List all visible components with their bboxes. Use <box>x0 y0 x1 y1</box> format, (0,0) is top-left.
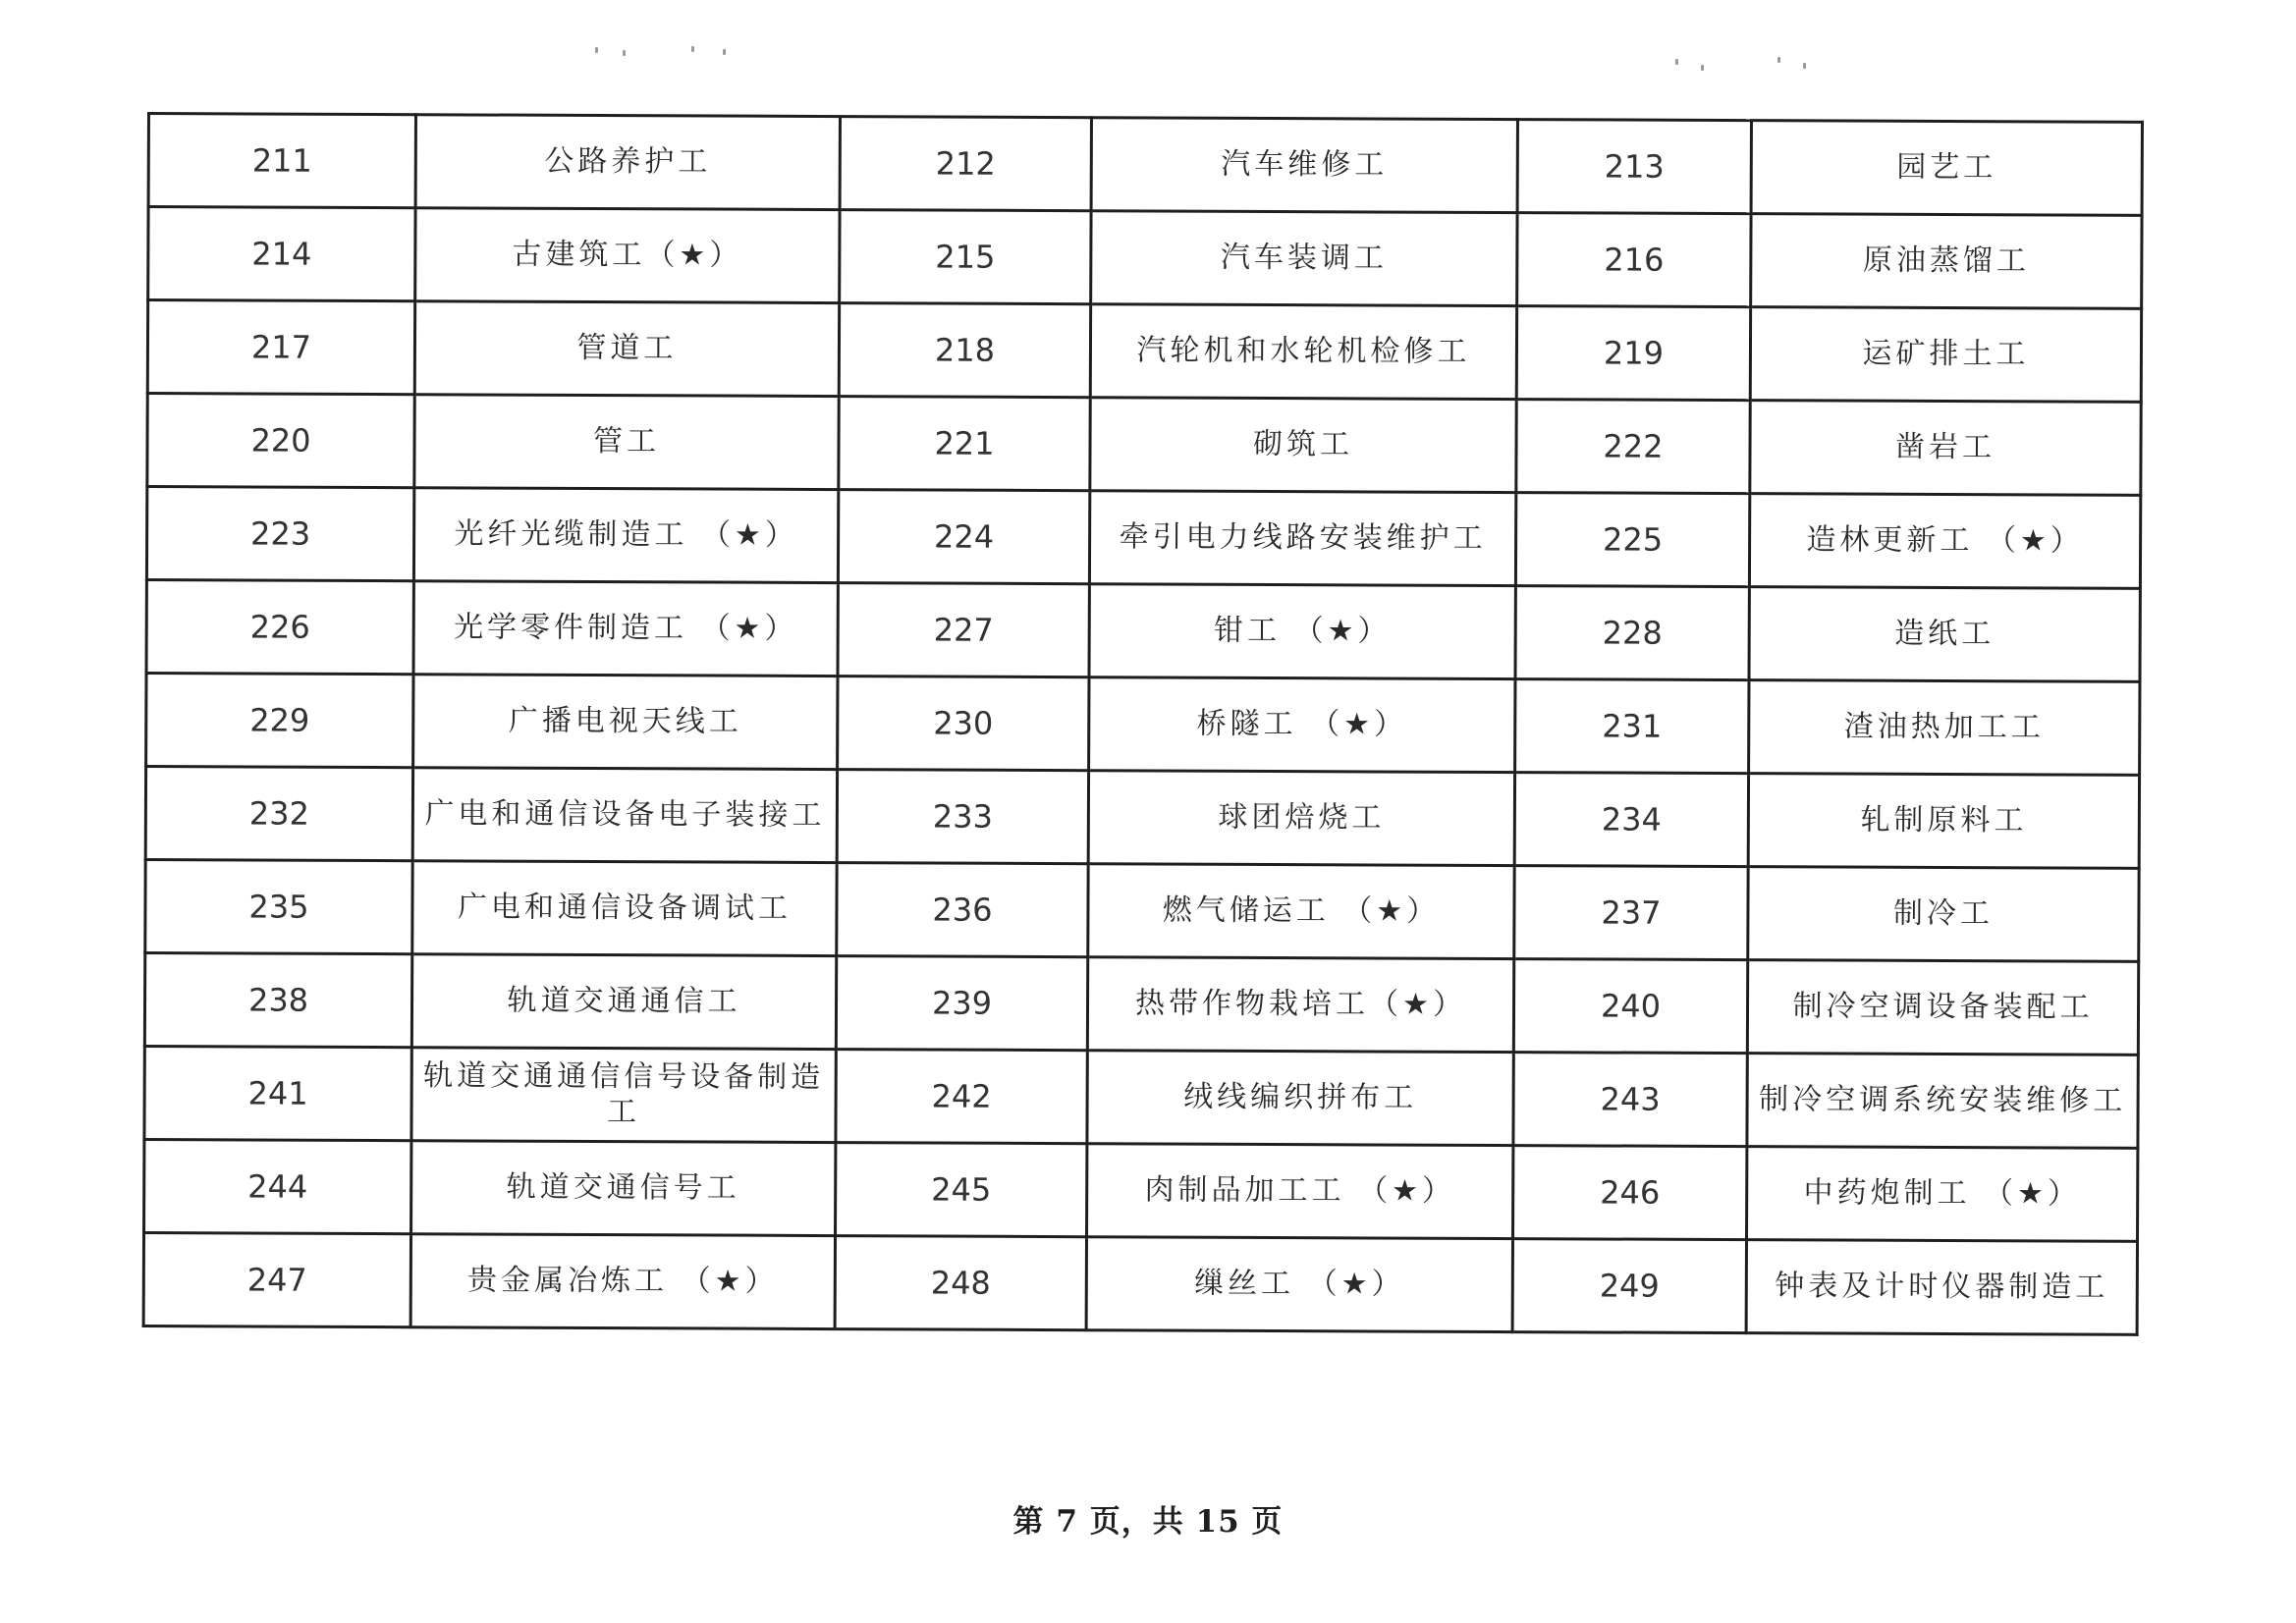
occupation-number-cell: 232 <box>145 767 412 861</box>
table-row <box>146 487 2140 589</box>
occupation-number-cell: 249 <box>1512 1239 1746 1333</box>
occupation-name-cell: 广播电视天线工 <box>413 675 838 770</box>
occupation-name-cell: 广电和通信设备电子装接工 <box>412 768 837 863</box>
table-row <box>147 300 2141 403</box>
table-row <box>143 1232 2137 1334</box>
occupation-number-cell: 228 <box>1515 586 1749 680</box>
occupation-name-cell: 牵引电力线路安装维护工 <box>1089 491 1515 586</box>
occupation-number-cell: 241 <box>144 1046 411 1140</box>
occupation-number-cell: 215 <box>840 210 1091 304</box>
occupation-number-cell: 212 <box>840 117 1091 211</box>
occupation-number-cell: 220 <box>147 394 414 488</box>
occupation-name-cell: 燃气储运工 （★） <box>1088 864 1514 959</box>
scan-speck <box>595 47 598 53</box>
occupation-name-cell: 光学零件制造工 （★） <box>413 581 838 676</box>
occupation-table-container <box>142 112 2141 1336</box>
occupation-table-body <box>143 114 2142 1335</box>
occupation-name-cell: 古建筑工（★） <box>415 208 840 303</box>
occupation-name-cell: 制冷工 <box>1748 867 2139 962</box>
occupation-table <box>142 112 2144 1336</box>
occupation-name-cell: 贵金属冶炼工 （★） <box>410 1234 835 1329</box>
table-row <box>146 674 2140 776</box>
scan-speck <box>1803 63 1806 69</box>
occupation-name-cell: 制冷空调系统安装维修工 <box>1747 1054 2138 1149</box>
occupation-name-cell: 公路养护工 <box>415 115 840 210</box>
occupation-number-cell: 238 <box>144 952 411 1047</box>
occupation-number-cell: 233 <box>837 770 1088 864</box>
table-row <box>145 767 2139 869</box>
table-row <box>148 207 2142 309</box>
occupation-number-cell: 239 <box>836 956 1087 1051</box>
occupation-name-cell: 钟表及计时仪器制造工 <box>1746 1240 2137 1335</box>
occupation-name-cell: 汽车维修工 <box>1091 118 1517 213</box>
occupation-number-cell: 242 <box>836 1050 1087 1144</box>
occupation-number-cell: 230 <box>838 676 1089 771</box>
table-row <box>145 859 2139 961</box>
occupation-name-cell: 热带作物栽培工（★） <box>1087 957 1513 1053</box>
occupation-number-cell: 219 <box>1516 306 1750 401</box>
occupation-name-cell: 运矿排土工 <box>1750 307 2141 403</box>
page-number: 第 7 页，共 15 页 <box>1012 1504 1284 1540</box>
occupation-number-cell: 227 <box>838 583 1089 677</box>
occupation-number-cell: 235 <box>145 859 412 953</box>
occupation-number-cell: 237 <box>1514 866 1748 960</box>
occupation-number-cell: 244 <box>144 1139 411 1233</box>
table-row <box>147 394 2141 496</box>
occupation-name-cell: 原油蒸馏工 <box>1751 214 2142 309</box>
occupation-name-cell: 轨道交通通信工 <box>411 954 836 1050</box>
occupation-number-cell: 229 <box>146 674 413 768</box>
occupation-name-cell: 桥隧工 （★） <box>1089 677 1515 773</box>
occupation-number-cell: 218 <box>839 303 1090 398</box>
occupation-name-cell: 广电和通信设备调试工 <box>412 861 837 956</box>
occupation-name-cell: 汽轮机和水轮机检修工 <box>1090 304 1516 400</box>
scan-speck <box>1675 59 1678 65</box>
occupation-name-cell: 轨道交通通信信号设备制造工 <box>411 1048 836 1143</box>
occupation-name-cell: 园艺工 <box>1751 121 2142 216</box>
table-row <box>144 1046 2138 1148</box>
table-row <box>144 1139 2138 1241</box>
occupation-name-cell: 绒线编织拼布工 <box>1087 1051 1513 1146</box>
occupation-number-cell: 234 <box>1514 773 1748 867</box>
table-row <box>144 952 2138 1055</box>
table-row <box>146 580 2140 682</box>
occupation-number-cell: 222 <box>1516 400 1750 494</box>
occupation-name-cell: 光纤光缆制造工 （★） <box>413 488 838 583</box>
occupation-number-cell: 216 <box>1517 213 1751 307</box>
occupation-name-cell: 中药炮制工 （★） <box>1747 1147 2138 1242</box>
occupation-name-cell: 管工 <box>414 395 839 490</box>
occupation-number-cell: 225 <box>1515 493 1749 587</box>
occupation-name-cell: 轧制原料工 <box>1748 774 2139 869</box>
occupation-name-cell: 球团焙烧工 <box>1088 771 1514 866</box>
occupation-number-cell: 226 <box>146 580 413 675</box>
occupation-number-cell: 213 <box>1517 120 1751 214</box>
table-row <box>148 114 2142 216</box>
occupation-number-cell: 221 <box>839 397 1090 491</box>
occupation-number-cell: 246 <box>1513 1146 1747 1240</box>
occupation-number-cell: 223 <box>146 487 413 581</box>
occupation-name-cell: 造纸工 <box>1749 587 2140 682</box>
occupation-number-cell: 240 <box>1513 959 1747 1054</box>
occupation-name-cell: 轨道交通信号工 <box>411 1141 836 1236</box>
occupation-name-cell: 钳工 （★） <box>1089 584 1515 679</box>
scan-speck <box>1777 57 1780 63</box>
occupation-number-cell: 214 <box>148 207 415 301</box>
occupation-number-cell: 245 <box>836 1143 1087 1237</box>
occupation-name-cell: 汽车装调工 <box>1091 211 1517 306</box>
occupation-number-cell: 211 <box>148 114 415 208</box>
scan-artifacts <box>0 45 2296 65</box>
occupation-name-cell: 渣油热加工工 <box>1749 680 2140 776</box>
occupation-number-cell: 248 <box>835 1236 1086 1330</box>
occupation-name-cell: 造林更新工 （★） <box>1749 494 2140 589</box>
scan-speck <box>691 46 694 52</box>
occupation-name-cell: 缫丝工 （★） <box>1086 1237 1512 1332</box>
occupation-number-cell: 247 <box>143 1232 410 1326</box>
occupation-name-cell: 制冷空调设备装配工 <box>1747 960 2138 1055</box>
occupation-number-cell: 236 <box>837 863 1088 957</box>
occupation-name-cell: 凿岩工 <box>1750 401 2141 496</box>
occupation-name-cell: 管道工 <box>414 301 839 397</box>
occupation-number-cell: 217 <box>147 300 414 395</box>
occupation-number-cell: 243 <box>1513 1053 1747 1147</box>
scan-speck <box>1701 65 1704 71</box>
occupation-number-cell: 231 <box>1515 679 1749 774</box>
scan-speck <box>723 49 726 55</box>
occupation-number-cell: 224 <box>838 490 1089 584</box>
scan-speck <box>623 50 626 56</box>
occupation-name-cell: 砌筑工 <box>1090 398 1516 493</box>
occupation-name-cell: 肉制品加工工 （★） <box>1087 1144 1513 1239</box>
